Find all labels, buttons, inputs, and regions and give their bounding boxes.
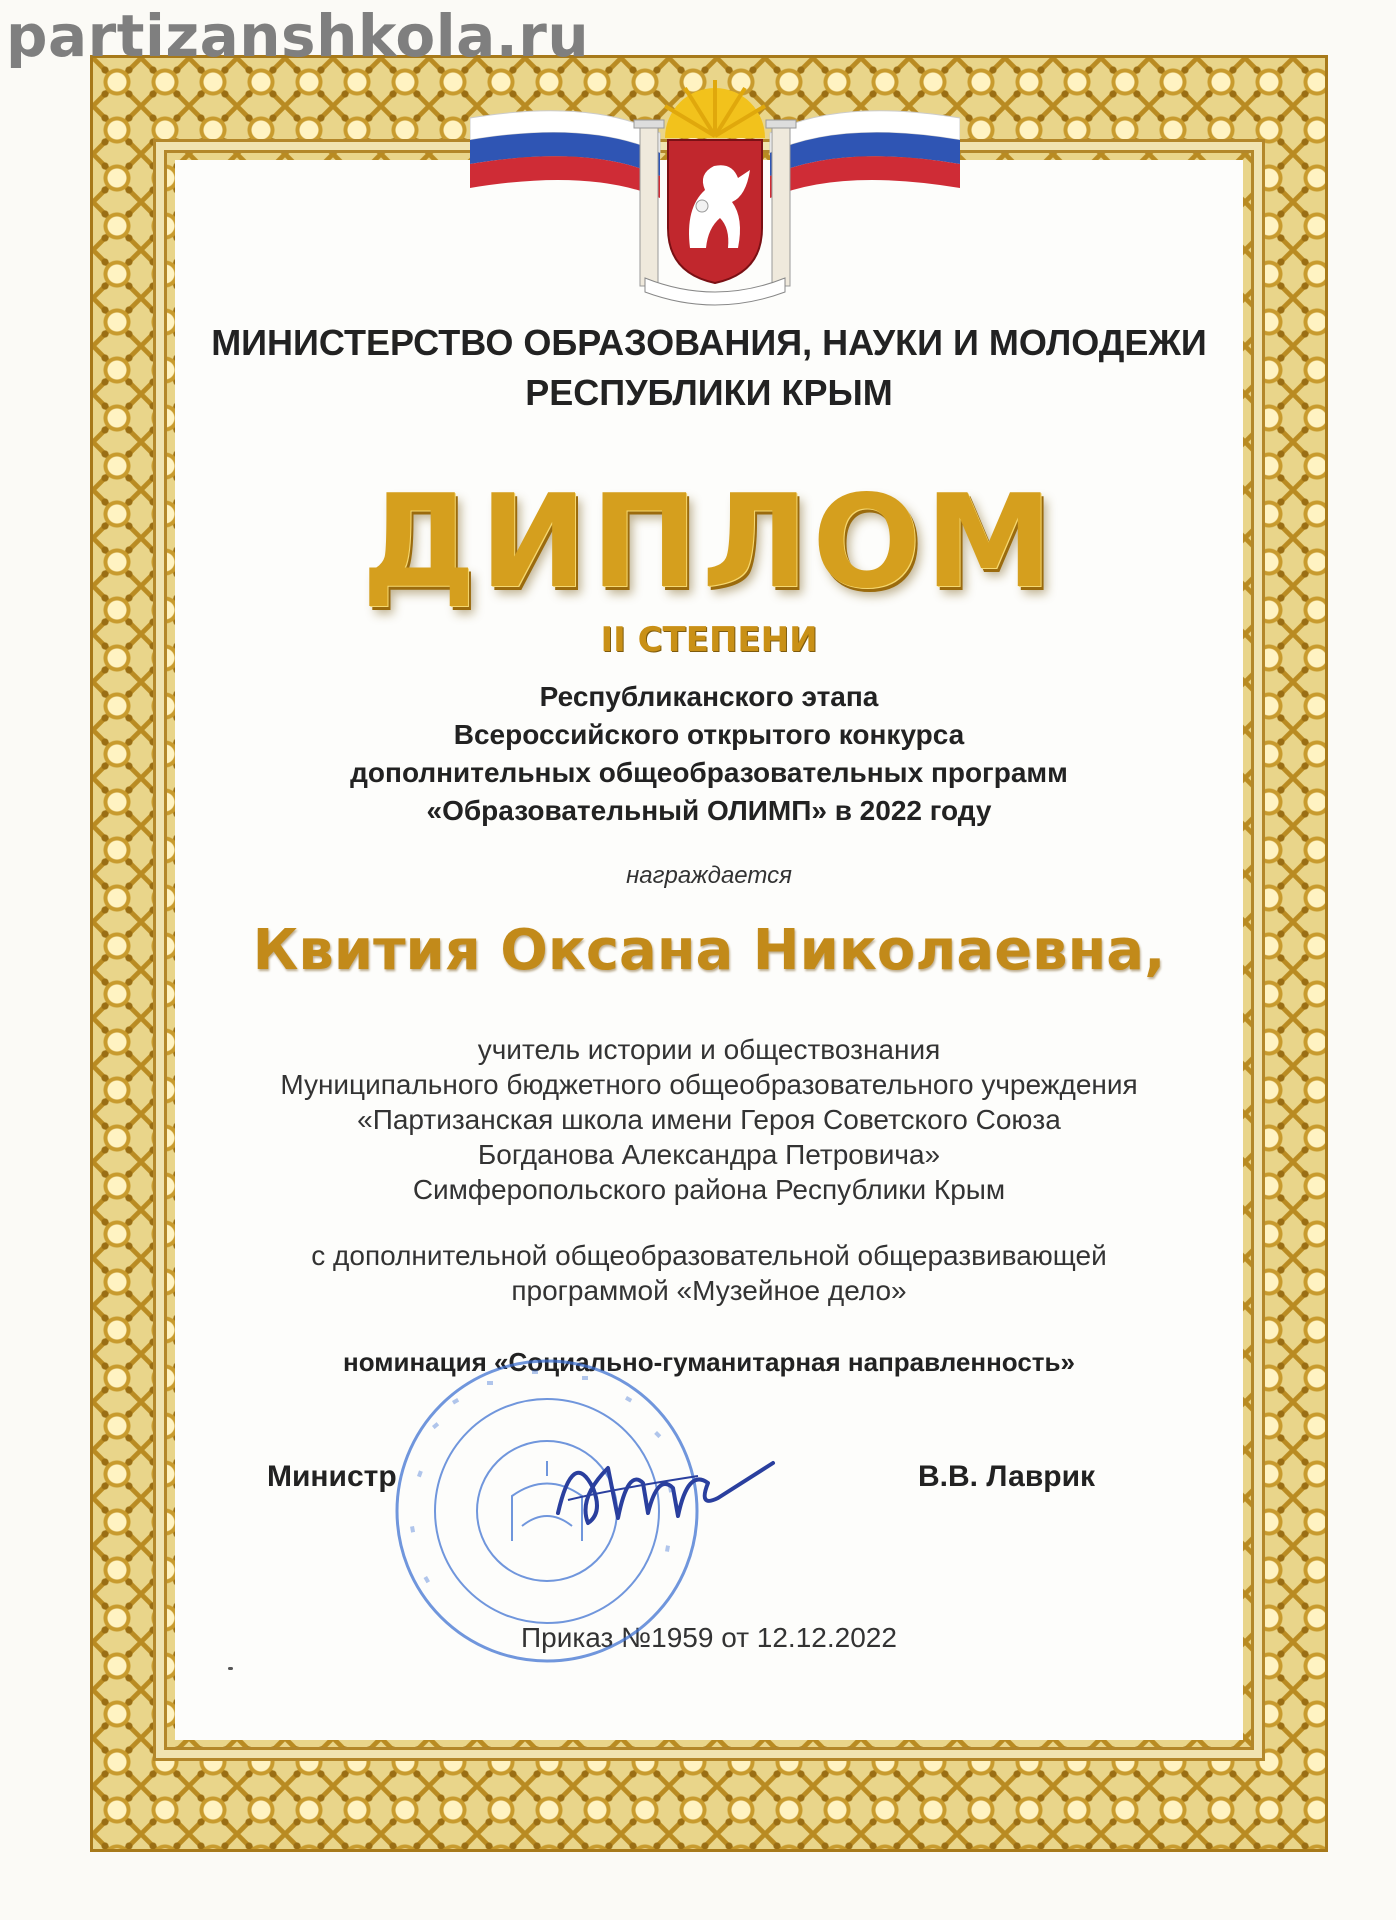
awarded-label: награждается	[626, 862, 792, 889]
ministry-name	[175, 318, 1243, 418]
signer-title: Министр	[267, 1460, 397, 1493]
description-line-5: Симферопольского района Республики Крым	[412, 1174, 1006, 1205]
contest-line-1: Республиканского этапа	[539, 681, 879, 712]
program-line-1: с дополнительной общеобразовательной общеразвивающей	[311, 1240, 1107, 1271]
scan-speck	[228, 1667, 233, 1670]
contest-description	[175, 678, 1243, 830]
crimea-coat-of-arms-icon	[470, 78, 960, 308]
watermark-text: partizanshkola.ru	[6, 2, 590, 70]
program-description	[175, 1238, 1243, 1308]
order-reference: Приказ №1959 от 12.12.2022	[521, 1622, 897, 1653]
signer-name: В.В. Лаврик	[918, 1460, 1096, 1493]
description-line-2: Муниципального бюджетного общеобразовательного учреждения	[280, 1069, 1138, 1100]
diploma-degree: II СТЕПЕНИ	[600, 620, 818, 660]
recipient-name: Квития Оксана Николаевна,	[252, 918, 1166, 983]
diploma-title: ДИПЛОМ	[361, 468, 1057, 617]
ministry-line-1: МИНИСТЕРСТВО ОБРАЗОВАНИЯ, НАУКИ И МОЛОДЕЖИ	[211, 322, 1207, 363]
handwritten-signature-icon	[548, 1428, 778, 1538]
program-line-2: программой «Музейное дело»	[511, 1275, 907, 1306]
contest-line-2: Всероссийского открытого конкурса	[453, 719, 965, 750]
nomination: номинация «Социально-гуманитарная направленность»	[343, 1347, 1075, 1377]
description-line-1: учитель истории и обществознания	[477, 1034, 941, 1065]
contest-line-4: «Образовательный ОЛИМП» в 2022 году	[426, 795, 992, 826]
ministry-line-2: РЕСПУБЛИКИ КРЫМ	[525, 372, 893, 413]
description-line-3: «Партизанская школа имени Героя Советского Союза	[357, 1104, 1061, 1135]
description-line-4: Богданова Александра Петровича»	[477, 1139, 941, 1170]
recipient-description	[175, 1032, 1243, 1207]
contest-line-3: дополнительных общеобразовательных программ	[350, 757, 1068, 788]
